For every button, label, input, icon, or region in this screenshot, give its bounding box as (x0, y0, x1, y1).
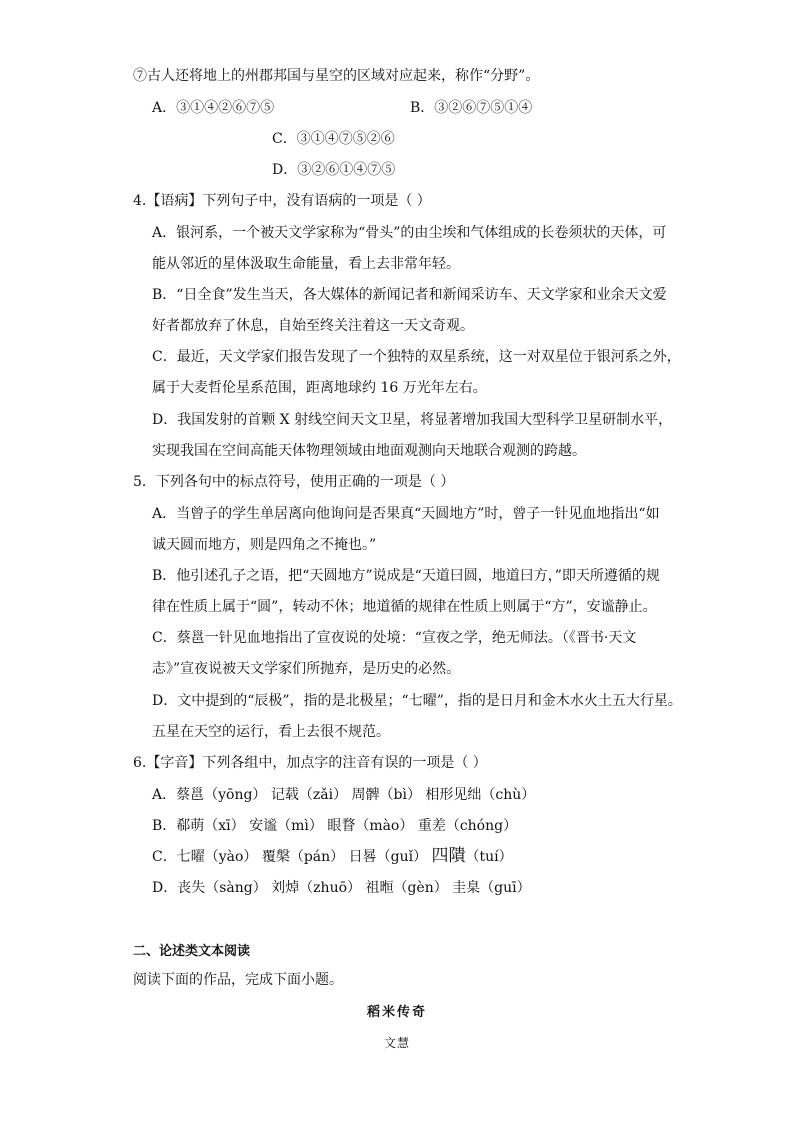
option-d-line1: D．我国发射的首颗 X 射线空间天文卫星，将显著增加我国大型科学卫星研制水平， (152, 412, 673, 428)
section-instruction: 阅读下面的作品，完成下面小题。 (133, 972, 343, 988)
question-stem: 5．下列各句中的标点符号，使用正确的一项是（ ） (133, 474, 455, 490)
question-stem: 4.【语病】下列句子中，没有语病的一项是（ ） (133, 193, 431, 209)
option-b: B．郗萌（xī） 安谧（mì） 眼瞀（mào） 重差（chóng） (152, 818, 518, 834)
option-b-line2: 律在性质上属于“圆”，转动不休；地道循的规律在性质上则属于“方”，安谧静止。 (152, 599, 657, 615)
option-c-line2: 志》”宣夜说被天文学家们所抛弃，是历史的必然。 (152, 661, 461, 677)
q3-item-7: ⑦古人还将地上的州郡邦国与星空的区域对应起来，称作“分野”。 (133, 68, 540, 84)
option-c-text: C．七曜（yào） 覆槃（pán） 日晷（guǐ） (152, 849, 432, 865)
option-d-line1: D．文中提到的“辰极”，指的是北极星；“七曜”，指的是日月和金木水火土五大行星。 (152, 693, 682, 709)
question-stem: 6.【字音】下列各组中，加点字的注音有误的一项是（ ） (133, 755, 487, 771)
option-a-line1: A．银河系，一个被天文学家称为“骨头”的由尘埃和气体组成的长卷须状的天体，可 (152, 225, 667, 241)
q3-option-c: C．③①④⑦⑤②⑥ (272, 131, 395, 147)
option-d: D．丧失（sàng） 刘焯（zhuō） 祖暅（gèn） 圭臬（guī） (152, 880, 531, 896)
q3-option-b: B．③②⑥⑦⑤①④ (410, 100, 533, 116)
option-a: A．蔡邕（yōng） 记载（zǎi） 周髀（bì） 相形见绌（chù） (152, 787, 536, 803)
article-title: 稻米传奇 (366, 1005, 427, 1020)
option-c-line1: C．蔡邕一针见血地指出了宣夜说的处境：“宣夜之学，绝无师法。（《晋书·天文 (152, 630, 637, 646)
option-c-large-word: 四隤 (431, 846, 466, 866)
option-b-line1: B．他引述孔子之语，把“天圆地方”说成是“天道曰圆，地道曰方，”即天所遵循的规 (152, 568, 660, 584)
option-b-line2: 好者都放弃了休息，自始至终关注着这一天文奇观。 (152, 318, 474, 334)
section-heading: 二、论述类文本阅读 (133, 944, 251, 959)
option-c (152, 847, 513, 866)
option-d-line2: 实现我国在空间高能天体物理领域由地面观测向天地联合观测的跨越。 (152, 443, 586, 459)
option-c-pinyin: （tuí） (465, 849, 513, 865)
option-c-line1: C．最近，天文学家们报告发现了一个独特的双星系统，这一对双星位于银河系之外， (152, 349, 681, 365)
q3-option-a: A．③①④②⑥⑦⑤ (152, 100, 275, 116)
option-a-line1: A．当曾子的学生单居离向他询问是否果真“天圆地方”时，曾子一针见血地指出“如 (152, 506, 660, 522)
article-author: 文慧 (383, 1036, 410, 1050)
option-a-line2: 诚天圆而地方，则是四角之不掩也。” (152, 537, 377, 553)
option-c-line2: 属于大麦哲伦星系范围，距离地球约 16 万光年左右。 (152, 380, 487, 396)
option-d-line2: 五星在天空的运行，看上去很不规范。 (152, 724, 390, 740)
option-b-line1: B．“日全食”发生当天，各大媒体的新闻记者和新闻采访车、天文学家和业余天文爱 (152, 287, 667, 303)
q3-option-d: D．③②⑥①④⑦⑤ (272, 162, 396, 178)
option-a-line2: 能从邻近的星体汲取生命能量，看上去非常年轻。 (152, 256, 460, 272)
